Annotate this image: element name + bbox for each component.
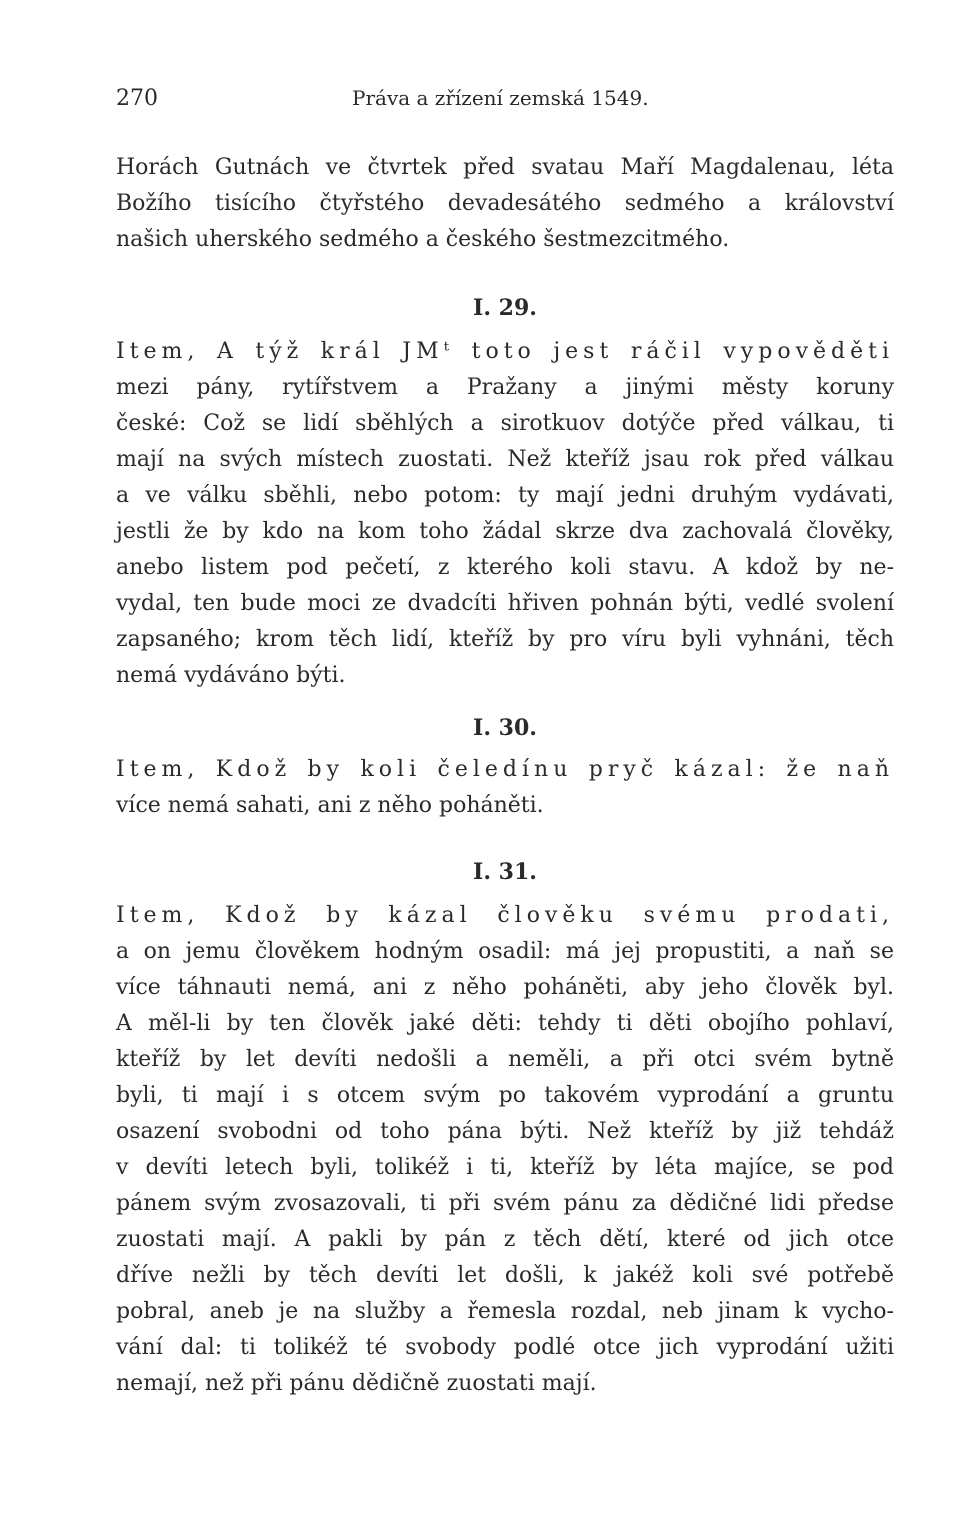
- text-line: kteříž by let devíti nedošli a neměli, a při otci svém bytně: [116, 1047, 894, 1072]
- section-lead-line: Item, A týž král JMᵗ toto jest ráčil vypověděti: [116, 339, 894, 364]
- text-line: Božího tisícího čtyřstého devadesátého sedmého a království: [116, 191, 894, 216]
- running-title: Práva a zřízení zemská 1549.: [352, 86, 649, 110]
- page-number: 270: [116, 86, 158, 111]
- page-header: [116, 86, 896, 116]
- text-line: více nemá sahati, ani z něho poháněti.: [116, 793, 544, 818]
- text-line: vání dal: ti tolikéž té svobody podlé otce jich vyprodání užiti: [116, 1335, 894, 1360]
- text-line: více táhnauti nemá, ani z něho poháněti, aby jeho člověk byl.: [116, 975, 894, 1000]
- text-line: dříve nežli by těch devíti let došli, k jakéž koli své potřebě: [116, 1263, 894, 1288]
- text-line: Horách Gutnách ve čtvrtek před svatau Maří Magdalenau, léta: [116, 155, 894, 180]
- text-line: anebo listem pod pečetí, z kterého koli stavu. A kdož by ne-: [116, 555, 894, 580]
- text-line: osazení svobodni od toho pána býti. Než kteříž by již tehdáž: [116, 1119, 894, 1144]
- text-line: našich uherského sedmého a českého šestmezcitmého.: [116, 227, 730, 252]
- text-line: české: Což se lidí sběhlých a sirotkuov dotýče před válkau, ti: [116, 411, 894, 436]
- text-line: jestli že by kdo na kom toho žádal skrze dva zachovalá člověky,: [116, 519, 894, 544]
- text-line: v devíti letech byli, tolikéž i ti, kteříž by léta majíce, se pod: [116, 1155, 894, 1180]
- section-heading: I. 29.: [473, 295, 537, 321]
- text-line: nemá vydáváno býti.: [116, 663, 346, 688]
- text-line: zuostati mají. A pakli by pán z těch dětí, které od jich otce: [116, 1227, 894, 1252]
- section-lead-line: Item, Kdož by koli čeledínu pryč kázal: že naň: [116, 757, 894, 782]
- text-line: nemají, než při pánu dědičně zuostati mají.: [116, 1371, 597, 1396]
- text-line: zapsaného; krom těch lidí, kteříž by pro víru byli vyhnáni, těch: [116, 627, 894, 652]
- text-line: byli, ti mají i s otcem svým po takovém vyprodání a gruntu: [116, 1083, 894, 1108]
- text-line: pobral, aneb je na služby a řemesla rozdal, neb jinam k vycho-: [116, 1299, 894, 1324]
- section-heading: I. 31.: [473, 859, 537, 885]
- text-line: mají na svých místech zuostati. Než kteříž jsau rok před válkau: [116, 447, 894, 472]
- section-heading: I. 30.: [473, 715, 537, 741]
- text-line: a on jemu člověkem hodným osadil: má jej propustiti, a naň se: [116, 939, 894, 964]
- text-line: a ve válku sběhli, nebo potom: ty mají jedni druhým vydávati,: [116, 483, 894, 508]
- text-line: pánem svým zvosazovali, ti při svém pánu za dědičné lidi předse: [116, 1191, 894, 1216]
- text-line: mezi pány, rytířstvem a Pražany a jinými městy koruny: [116, 375, 894, 400]
- section-lead-line: Item, Kdož by kázal člověku svému prodati,: [116, 903, 894, 928]
- text-line: vydal, ten bude moci ze dvadcíti hřiven pohnán býti, vedlé svolení: [116, 591, 894, 616]
- text-line: A měl-li by ten člověk jaké děti: tehdy ti děti obojího pohlaví,: [116, 1011, 894, 1036]
